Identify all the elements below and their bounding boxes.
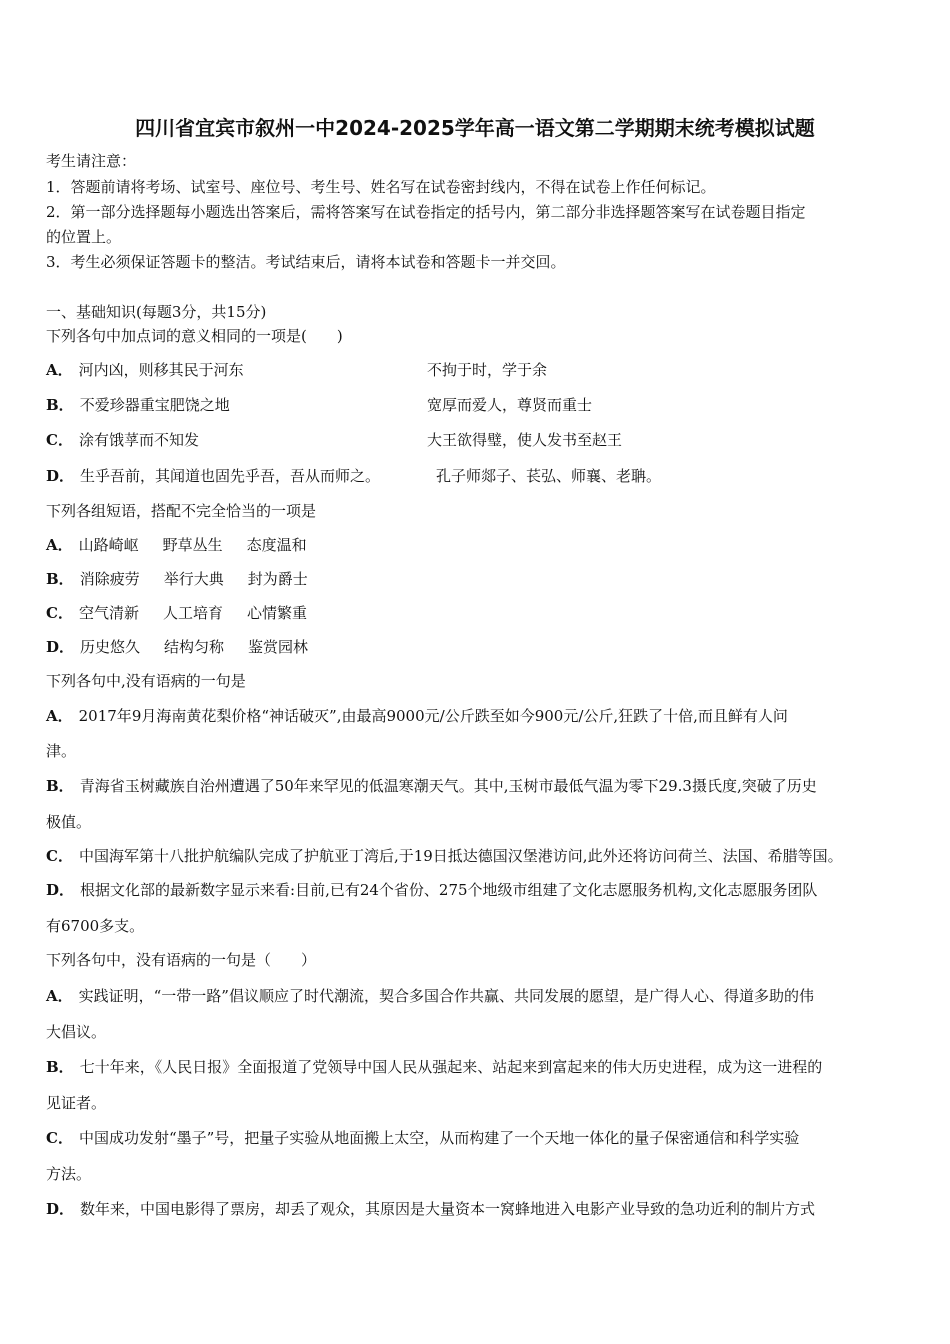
option-label: A． bbox=[46, 536, 73, 554]
phrase: 鉴赏园林 bbox=[248, 638, 309, 656]
option-text-continued: 有6700多支。 bbox=[46, 917, 145, 935]
option-right-text: 不拘于时，学于余 bbox=[427, 361, 548, 379]
option-text-continued: 极值。 bbox=[46, 813, 92, 831]
option-row bbox=[46, 466, 380, 486]
phrase: 人工培育 bbox=[162, 604, 223, 622]
option-left-text: 涂有饿莩而不知发 bbox=[78, 431, 199, 449]
option-row bbox=[46, 360, 244, 380]
option-row bbox=[46, 535, 331, 555]
option-right-text: 宽厚而爱人，尊贤而重士 bbox=[427, 396, 593, 414]
option-label: D． bbox=[46, 638, 75, 656]
option-left-text: 不爱珍器重宝肥饶之地 bbox=[79, 396, 230, 414]
phrase: 心情繁重 bbox=[246, 604, 307, 622]
option-right-text: 孔子师郯子、苌弘、师襄、老聃。 bbox=[436, 467, 662, 485]
option-row bbox=[46, 986, 814, 1006]
option-label: D． bbox=[46, 467, 75, 485]
option-text: 中国成功发射“墨子”号，把量子实验从地面搬上太空，从而构建了一个天地一体化的量子保密通信和科学实验 bbox=[78, 1129, 800, 1147]
option-text: 根据文化部的最新数字显示来看:目前,已有24个省份、275个地级市组建了文化志愿服务机构,文化志愿服务团队 bbox=[80, 881, 818, 899]
option-text-continued: 见证者。 bbox=[46, 1094, 107, 1112]
option-row bbox=[46, 776, 817, 796]
option-row bbox=[46, 637, 332, 657]
option-label: B． bbox=[46, 570, 74, 588]
option-text-continued: 大倡议。 bbox=[46, 1023, 107, 1041]
option-label: C． bbox=[46, 1129, 73, 1147]
option-label: C． bbox=[46, 847, 73, 865]
option-label: A． bbox=[46, 707, 73, 725]
option-text: 数年来，中国电影得了票房，却丢了观众，其原因是大量资本一窝蜂地进入电影产业导致的急功近利的制片方式 bbox=[80, 1200, 816, 1218]
notice-item: 的位置上。 bbox=[46, 228, 122, 246]
phrase: 态度温和 bbox=[246, 536, 307, 554]
option-text: 青海省玉树藏族自治州遭遇了50年来罕见的低温寒潮天气。其中,玉树市最低气温为零下29.3摄氏度,突破了历史 bbox=[79, 777, 817, 795]
option-row bbox=[46, 846, 843, 866]
option-label: B． bbox=[46, 777, 74, 795]
option-label: D． bbox=[46, 1200, 75, 1218]
option-row bbox=[46, 706, 788, 726]
question-stem: 下列各句中，没有语病的一句是（ ） bbox=[46, 951, 317, 969]
option-label: B． bbox=[46, 1058, 74, 1076]
option-row bbox=[46, 880, 817, 900]
option-text-continued: 方法。 bbox=[46, 1165, 92, 1183]
phrase: 历史悠久 bbox=[80, 638, 141, 656]
option-row bbox=[46, 569, 332, 589]
option-label: A． bbox=[46, 987, 73, 1005]
option-label: C． bbox=[46, 604, 73, 622]
phrase: 封为爵士 bbox=[247, 570, 308, 588]
notice-item: 3．考生必须保证答题卡的整洁。考试结束后，请将本试卷和答题卡一并交回。 bbox=[46, 253, 566, 271]
option-left-text: 河内凶，则移其民于河东 bbox=[78, 361, 244, 379]
page-title: 四川省宜宾市叙州一中2024-2025学年高一语文第二学期期末统考模拟试题 bbox=[135, 116, 815, 140]
question-stem: 下列各组短语，搭配不完全恰当的一项是 bbox=[46, 502, 317, 520]
option-text-continued: 津。 bbox=[46, 742, 77, 760]
option-text: 2017年9月海南黄花梨价格“神话破灭”,由最高9000元/公斤跌至如今900元/公斤,狂跌了十倍,而且鲜有人问 bbox=[78, 707, 788, 725]
option-label: B． bbox=[46, 396, 74, 414]
option-label: A． bbox=[46, 361, 73, 379]
phrase: 山路崎岖 bbox=[78, 536, 139, 554]
phrase: 结构匀称 bbox=[164, 638, 225, 656]
option-row bbox=[46, 1199, 815, 1219]
section-heading: 一、基础知识(每题3分，共15分) bbox=[46, 303, 267, 321]
notice-heading: 考生请注意： bbox=[46, 152, 137, 170]
question-stem: 下列各句中,没有语病的一句是 bbox=[46, 672, 246, 690]
option-label: D． bbox=[46, 881, 75, 899]
option-row bbox=[46, 603, 331, 623]
option-right-text: 大王欲得璧，使人发书至赵王 bbox=[427, 431, 623, 449]
phrase: 空气清新 bbox=[78, 604, 139, 622]
notice-item: 1．答题前请将考场、试室号、座位号、考生号、姓名写在试卷密封线内，不得在试卷上作任何标记。 bbox=[46, 178, 716, 196]
phrase: 野草丛生 bbox=[162, 536, 223, 554]
option-label: C． bbox=[46, 431, 73, 449]
option-text: 七十年来，《人民日报》全面报道了党领导中国人民从强起来、站起来到富起来的伟大历史进程，成为这一进程的 bbox=[79, 1058, 823, 1076]
option-left-text: 生乎吾前，其闻道也固先乎吾，吾从而师之。 bbox=[80, 467, 381, 485]
option-row bbox=[46, 395, 230, 415]
option-text: 中国海军第十八批护航编队完成了护航亚丁湾后,于19日抵达德国汉堡港访问,此外还将访问荷兰、法国、希腊等国。 bbox=[78, 847, 843, 865]
option-row bbox=[46, 1128, 799, 1148]
phrase: 消除疲劳 bbox=[79, 570, 140, 588]
phrase: 举行大典 bbox=[163, 570, 224, 588]
option-row bbox=[46, 1057, 822, 1077]
option-text: 实践证明，“一带一路”倡议顺应了时代潮流，契合多国合作共赢、共同发展的愿望，是广得人心、得道多助的伟 bbox=[78, 987, 814, 1005]
notice-item: 2．第一部分选择题每小题选出答案后，需将答案写在试卷指定的括号内，第二部分非选择题答案写在试卷题目指定 bbox=[46, 203, 806, 221]
question-stem: 下列各句中加点词的意义相同的一项是( ) bbox=[46, 327, 343, 345]
option-row bbox=[46, 430, 199, 450]
